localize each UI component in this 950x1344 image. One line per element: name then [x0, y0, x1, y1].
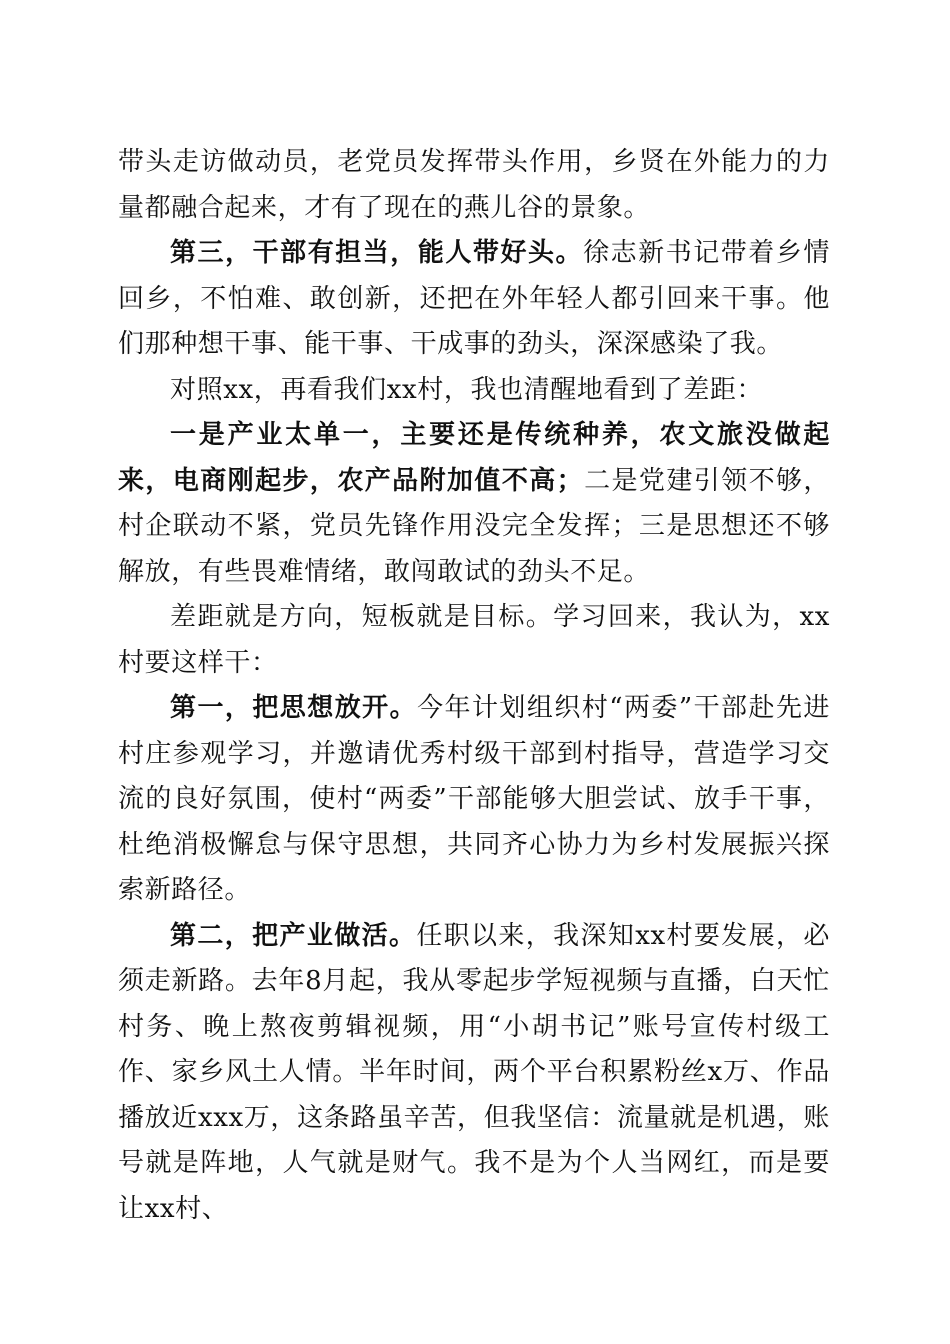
- paragraph-3: [118, 368, 830, 414]
- paragraph-4-text: 二是党建引领不够，村企联动不紧，党员先锋作用没完全发挥；三是思想还不够解放，有些畏难情绪，敢闯敢试的劲头不足。: [118, 465, 831, 587]
- paragraph-6-text: 今年计划组织村“两委”干部赴先进村庄参观学习，并邀请优秀村级干部到村指导，营造学习交流的良好氛围，使村“两委”干部能够大胆尝试、放手干事，杜绝消极懈怠与保守思想，共同齐心协力为乡村发展振兴探索新路径。: [118, 693, 831, 905]
- paragraph-5-text: 差距就是方向，短板就是目标。学习回来，我认为，xx村要这样干：: [118, 602, 830, 678]
- paragraph-6: [118, 686, 830, 914]
- paragraph-1-text: 带头走访做动员，老党员发挥带头作用，乡贤在外能力的力量都融合起来，才有了现在的燕儿谷的景象。: [118, 147, 830, 223]
- paragraph-7: [118, 914, 830, 1233]
- paragraph-1: [118, 140, 830, 231]
- paragraph-7-lead: 第二，把产业做活。: [170, 920, 417, 951]
- paragraph-2-lead: 第三，干部有担当，能人带好头。: [170, 238, 584, 268]
- paragraph-4-lead: 一是产业太单一，主要还是传统种养，农文旅没做起来，电商刚起步，农产品附加值不高；: [118, 420, 830, 496]
- paragraph-4: [118, 413, 830, 595]
- paragraph-2-text: 徐志新书记带着乡情回乡，不怕难、敢创新，还把在外年轻人都引回来干事。他们那种想干事、能干事、干成事的劲头，深深感染了我。: [118, 238, 830, 359]
- paragraph-3-text: 对照xx，再看我们xx村，我也清醒地看到了差距：: [170, 374, 764, 405]
- paragraph-6-lead: 第一，把思想放开。: [170, 693, 418, 723]
- paragraph-5: [118, 595, 830, 686]
- paragraph-2: [118, 231, 830, 368]
- paragraph-7-text: 任职以来，我深知xx村要发展，必须走新路。去年8月起，我从零起步学短视频与直播，白天忙村务、晚上熬夜剪辑视频，用“小胡书记”账号宣传村级工作、家乡风土人情。半年时间，两个平台积累粉丝x万、作品播放近xxx万，这条路虽辛苦，但我坚信：流量就是机遇，账号就是阵地，人气就是财气。我不是为个人当网红，而是要让xx村、: [118, 920, 830, 1224]
- document-page: [118, 140, 830, 1232]
